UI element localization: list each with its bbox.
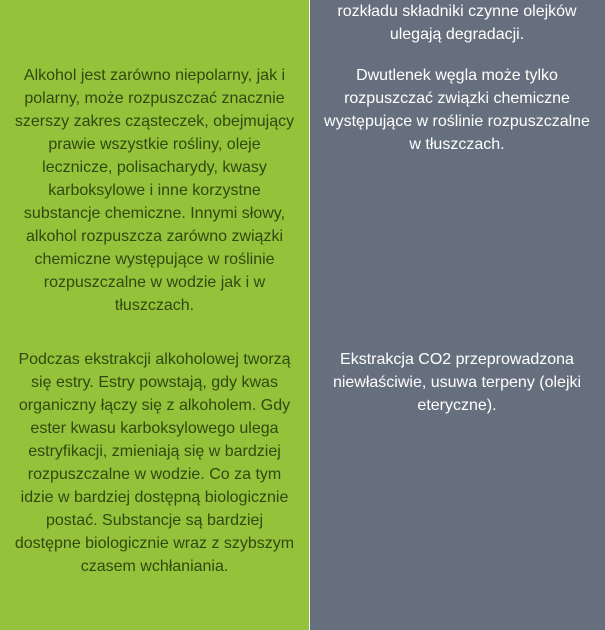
alcohol-esters-cell: Podczas ekstrakcji alkoholowej tworzą się estry. Estry powstają, gdy kwas organiczny łączy się z alkoholem. Gdy ester kwasu karboksylowego ulega estryfikacji, zmieniają się w bardziej rozpuszczalne w wodzie. Co za tym idzie w bardziej dostępną biologicznie postać. Substancje są bardziej dostępne biologicznie wraz z szybszym czasem wchłaniania. [14,351,295,575]
co2-extraction-column [309,0,605,630]
alcohol-polarity-cell: Alkohol jest zarówno niepolarny, jak i polarny, może rozpuszczać znacznie szerszy zakres cząsteczek, obejmujący prawie wszystkie rośliny, oleje lecznicze, polisacharydy, kwasy karboksylowe i inne korzystne substancje chemiczne. Innymi słowy, alkohol rozpuszcza zarówno związki chemiczne występujące w roślinie rozpuszczalne w wodzie jak i w tłuszczach. [14,67,295,314]
co2-degradation-cell: rozkładu składniki czynne olejków ulegają degradacji. [337,3,577,43]
co2-terpenes-cell: Ekstrakcja CO2 przeprowadzona niewłaściwie, usuwa terpeny (olejki eteryczne). [332,351,582,414]
column-divider [309,0,310,630]
co2-solubility-cell: Dwutlenek węgla może tylko rozpuszczać związki chemiczne występujące w roślinie rozpuszczalne w tłuszczach. [324,67,590,153]
